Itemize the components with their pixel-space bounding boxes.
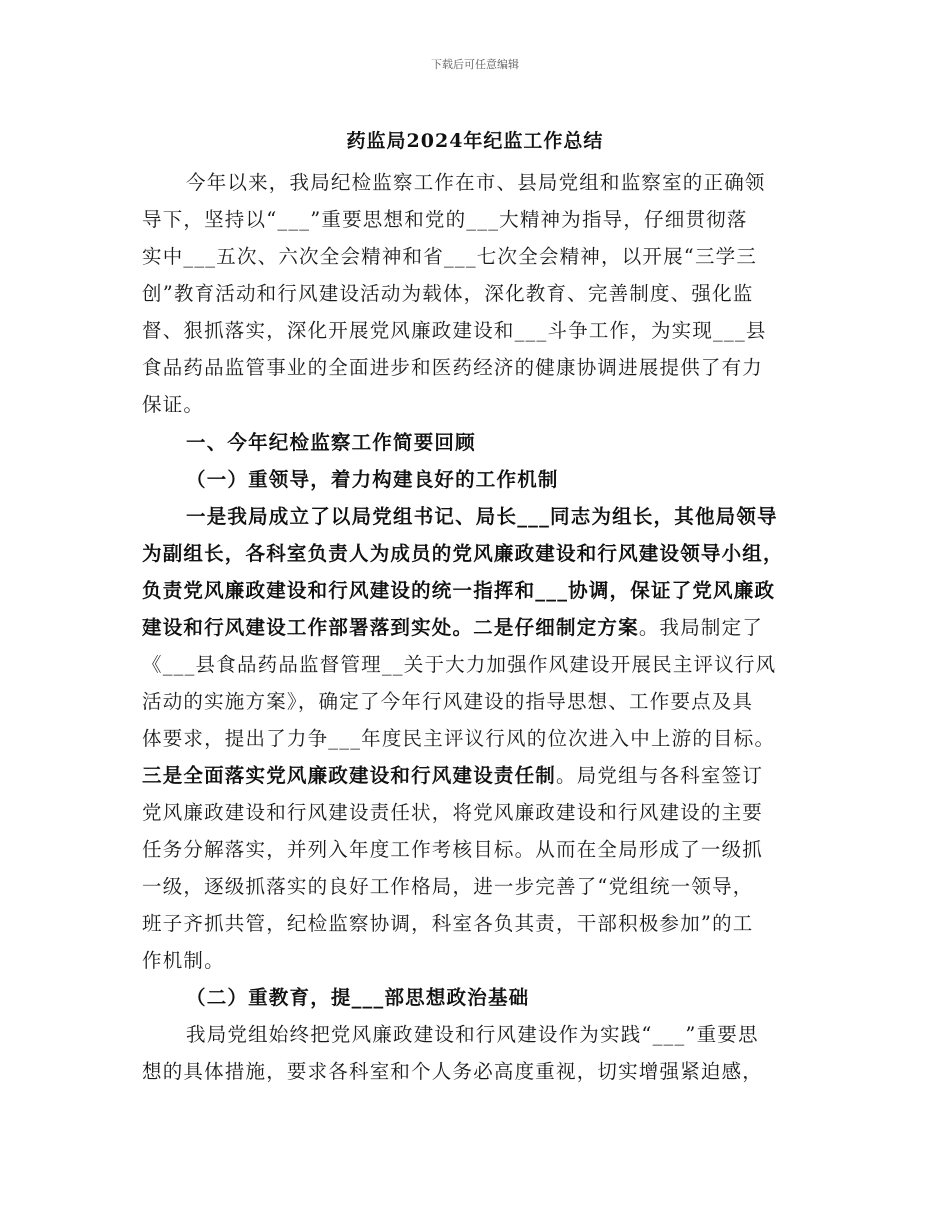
bold-text-run: 建设和行风建设工作部署落到实处。二是仔细制定方案 bbox=[142, 616, 639, 639]
bold-text-run: 三是全面落实党风廉政建设和行风建设责任制 bbox=[142, 764, 557, 787]
body-line bbox=[142, 390, 822, 420]
text-run: 实中___五次、六次全会精神和省___七次全会精神，以开展“三学三 bbox=[142, 245, 758, 268]
body-line bbox=[186, 168, 822, 198]
text-run: 。局党组与各科室签订 bbox=[556, 764, 764, 787]
text-run: 保证。 bbox=[142, 393, 205, 416]
body-line bbox=[142, 909, 822, 939]
body-line bbox=[142, 205, 822, 235]
document-title: 药监局2024年纪监工作总结 bbox=[346, 130, 604, 152]
body-line bbox=[142, 353, 822, 383]
header-note: 下载后可任意编辑 bbox=[431, 58, 519, 71]
body-line bbox=[142, 1057, 822, 1087]
body-line bbox=[142, 650, 822, 680]
body-line bbox=[186, 465, 822, 495]
body-line bbox=[142, 946, 822, 976]
body-line bbox=[142, 872, 822, 902]
text-run: 督、狠抓落实，深化开展党风廉政建设和___斗争工作，为实现___县 bbox=[142, 319, 767, 342]
text-run: 体要求，提出了力争___年度民主评议行风的位次进入中上游的目标。 bbox=[142, 727, 776, 750]
text-run: 创”教育活动和行风建设活动为载体，深化教育、完善制度、强化监 bbox=[142, 282, 754, 305]
text-run: 导下，坚持以“___”重要思想和党的___大精神为指导，仔细贯彻落 bbox=[142, 208, 748, 231]
body-line bbox=[142, 613, 822, 643]
text-run: 《___县食品药品监督管理__关于大力加强作风建设开展民主评议行风 bbox=[142, 653, 777, 676]
body-line bbox=[142, 761, 822, 791]
bold-text-run: 一、今年纪检监察工作简要回顾 bbox=[186, 431, 476, 454]
body-line bbox=[142, 687, 822, 717]
bold-text-run: 负责党风廉政建设和行风建设的统一指挥和___协调，保证了党风廉政 bbox=[142, 579, 776, 602]
text-run: 作机制。 bbox=[142, 949, 225, 972]
body-line bbox=[142, 576, 822, 606]
text-run: 一级，逐级抓落实的良好工作格局，进一步完善了“党组统一领导， bbox=[142, 875, 754, 898]
body-line bbox=[186, 1020, 822, 1050]
body-line bbox=[142, 316, 822, 346]
text-run: 党风廉政建设和行风建设责任状，将党风廉政建设和行风建设的主要 bbox=[142, 801, 764, 824]
body-line bbox=[142, 724, 822, 754]
text-run: 。我局制定了 bbox=[638, 616, 764, 639]
bold-text-run: （一）重领导，着力构建良好的工作机制 bbox=[186, 468, 559, 491]
bold-text-run: 一是我局成立了以局党组书记、局长___同志为组长，其他局领导 bbox=[186, 505, 778, 528]
text-run: 想的具体措施，要求各科室和个人务必高度重视，切实增强紧迫感， bbox=[142, 1060, 764, 1083]
body-line bbox=[142, 539, 822, 569]
body-line bbox=[142, 242, 822, 272]
body-line bbox=[186, 428, 822, 458]
body-line bbox=[142, 835, 822, 865]
text-run: 班子齐抓共管，纪检监察协调，科室各负其责，干部积极参加”的工 bbox=[142, 912, 754, 935]
text-run: 活动的实施方案》，确定了今年行风建设的指导思想、工作要点及具 bbox=[142, 690, 754, 713]
bold-text-run: 为副组长，各科室负责人为成员的党风廉政建设和行风建设领导小组， bbox=[142, 542, 784, 565]
bold-text-run: （二）重教育，提___部思想政治基础 bbox=[186, 986, 530, 1009]
body-line bbox=[142, 279, 822, 309]
text-run: 任务分解落实，并列入年度工作考核目标。从而在全局形成了一级抓 bbox=[142, 838, 764, 861]
body-line bbox=[186, 502, 822, 532]
body-line bbox=[142, 798, 822, 828]
text-run: 我局党组始终把党风廉政建设和行风建设作为实践“___”重要思 bbox=[186, 1023, 759, 1046]
body-line bbox=[186, 983, 822, 1013]
text-run: 食品药品监管事业的全面进步和医药经济的健康协调进展提供了有力 bbox=[142, 356, 764, 379]
text-run: 今年以来，我局纪检监察工作在市、县局党组和监察室的正确领 bbox=[186, 171, 766, 194]
